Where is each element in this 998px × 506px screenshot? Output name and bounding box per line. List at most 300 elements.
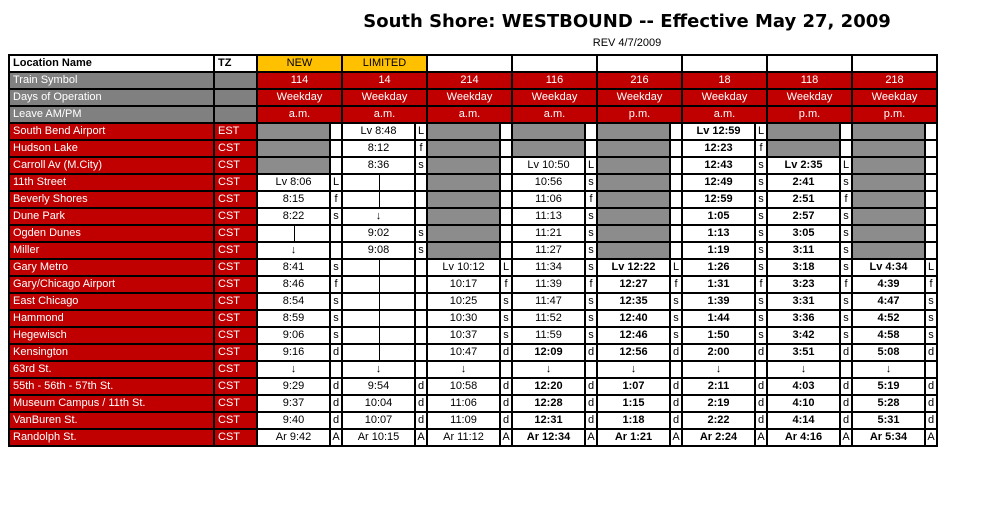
time-cell: 1:19 <box>682 242 755 259</box>
flag-cell <box>755 361 767 378</box>
station-row <box>9 208 937 225</box>
time-cell: 11:47 <box>512 293 585 310</box>
time-cell: 1:13 <box>682 225 755 242</box>
no-service-cell <box>257 140 330 157</box>
time-cell: 3:36 <box>767 310 840 327</box>
flag-cell: s <box>755 293 767 310</box>
flag-cell <box>415 327 427 344</box>
flag-cell: d <box>670 412 682 429</box>
flag-cell: d <box>840 378 852 395</box>
time-cell: 11:09 <box>427 412 500 429</box>
time-cell: 4:52 <box>852 310 925 327</box>
down-arrow-icon: ↓ <box>852 361 925 378</box>
flag-cell: s <box>755 310 767 327</box>
leave-am-pm-label: Leave AM/PM <box>9 106 214 123</box>
time-cell: 11:06 <box>512 191 585 208</box>
train-tag <box>682 55 767 72</box>
pass-through-line <box>257 225 330 242</box>
tz-header: TZ <box>214 55 257 72</box>
time-cell: 9:40 <box>257 412 330 429</box>
time-cell: 3:42 <box>767 327 840 344</box>
time-cell: 9:54 <box>342 378 415 395</box>
flag-cell <box>415 191 427 208</box>
time-cell: 12:35 <box>597 293 670 310</box>
flag-cell <box>925 174 937 191</box>
leave-am-pm-value: a.m. <box>427 106 512 123</box>
flag-cell <box>500 361 512 378</box>
time-cell: 2:19 <box>682 395 755 412</box>
flag-cell <box>670 225 682 242</box>
flag-cell <box>585 140 597 157</box>
flag-cell: s <box>840 310 852 327</box>
flag-cell: s <box>330 293 342 310</box>
flag-cell <box>500 225 512 242</box>
time-cell: 1:15 <box>597 395 670 412</box>
days-of-operation-value: Weekday <box>257 89 342 106</box>
flag-cell <box>925 361 937 378</box>
flag-cell: d <box>925 344 937 361</box>
no-service-cell <box>512 123 585 140</box>
no-service-cell <box>597 157 670 174</box>
time-cell: 10:07 <box>342 412 415 429</box>
tz-blank <box>214 72 257 89</box>
flag-cell <box>415 293 427 310</box>
flag-cell <box>415 208 427 225</box>
time-cell: 5:19 <box>852 378 925 395</box>
no-service-cell <box>597 242 670 259</box>
station-row <box>9 225 937 242</box>
train-symbol-value: 14 <box>342 72 427 89</box>
station-row <box>9 412 937 429</box>
flag-cell <box>925 208 937 225</box>
flag-cell: d <box>500 395 512 412</box>
days-of-operation-value: Weekday <box>597 89 682 106</box>
flag-cell: f <box>670 276 682 293</box>
train-symbol-label: Train Symbol <box>9 72 214 89</box>
station-name: Hudson Lake <box>9 140 214 157</box>
flag-cell <box>670 242 682 259</box>
flag-cell: d <box>755 395 767 412</box>
no-service-cell <box>597 174 670 191</box>
flag-cell: L <box>755 123 767 140</box>
time-cell: 8:15 <box>257 191 330 208</box>
flag-cell <box>925 157 937 174</box>
flag-cell: f <box>585 276 597 293</box>
down-arrow-icon: ↓ <box>257 361 330 378</box>
station-tz: CST <box>214 378 257 395</box>
flag-cell <box>415 344 427 361</box>
down-arrow-icon: ↓ <box>342 361 415 378</box>
station-name: Museum Campus / 11th St. <box>9 395 214 412</box>
time-cell: 8:54 <box>257 293 330 310</box>
no-service-cell <box>257 157 330 174</box>
station-row <box>9 429 937 446</box>
leave-am-pm-value: a.m. <box>512 106 597 123</box>
station-tz: EST <box>214 123 257 140</box>
time-cell: 3:51 <box>767 344 840 361</box>
time-cell: 9:16 <box>257 344 330 361</box>
flag-cell: f <box>330 276 342 293</box>
flag-cell <box>500 208 512 225</box>
train-symbol-value: 116 <box>512 72 597 89</box>
flag-cell <box>670 361 682 378</box>
flag-cell: s <box>500 293 512 310</box>
station-name: Randolph St. <box>9 429 214 446</box>
time-cell: 1:44 <box>682 310 755 327</box>
flag-cell: s <box>330 259 342 276</box>
time-cell: 9:02 <box>342 225 415 242</box>
station-name: Carroll Av (M.City) <box>9 157 214 174</box>
flag-cell: L <box>840 157 852 174</box>
no-service-cell <box>852 174 925 191</box>
revision-date: REV 4/7/2009 <box>592 37 662 49</box>
flag-cell: A <box>755 429 767 446</box>
flag-cell <box>415 310 427 327</box>
flag-cell: s <box>415 157 427 174</box>
station-tz: CST <box>214 344 257 361</box>
flag-cell: d <box>330 395 342 412</box>
time-cell: 11:21 <box>512 225 585 242</box>
station-row <box>9 310 937 327</box>
time-cell: 1:07 <box>597 378 670 395</box>
time-cell: 1:31 <box>682 276 755 293</box>
flag-cell <box>670 123 682 140</box>
flag-cell <box>415 276 427 293</box>
no-service-cell <box>852 140 925 157</box>
station-tz: CST <box>214 395 257 412</box>
down-arrow-icon: ↓ <box>767 361 840 378</box>
flag-cell: s <box>755 208 767 225</box>
station-row <box>9 327 937 344</box>
time-cell: 12:43 <box>682 157 755 174</box>
down-arrow-icon: ↓ <box>682 361 755 378</box>
pass-through-line <box>342 293 415 310</box>
flag-cell: s <box>415 242 427 259</box>
train-tag: LIMITED <box>342 55 427 72</box>
time-cell: 8:59 <box>257 310 330 327</box>
tz-blank <box>214 106 257 123</box>
time-cell: 12:27 <box>597 276 670 293</box>
flag-cell: s <box>840 259 852 276</box>
train-tag <box>852 55 937 72</box>
flag-cell: s <box>585 225 597 242</box>
no-service-cell <box>852 157 925 174</box>
station-row <box>9 361 937 378</box>
time-cell: 2:41 <box>767 174 840 191</box>
time-cell: 1:39 <box>682 293 755 310</box>
station-row <box>9 259 937 276</box>
header-row-train-symbol <box>9 72 937 89</box>
time-cell: 10:56 <box>512 174 585 191</box>
station-name: Gary/Chicago Airport <box>9 276 214 293</box>
time-cell: 8:46 <box>257 276 330 293</box>
days-of-operation-value: Weekday <box>682 89 767 106</box>
station-tz: CST <box>214 412 257 429</box>
station-tz: CST <box>214 174 257 191</box>
train-tag <box>597 55 682 72</box>
leave-am-pm-value: p.m. <box>767 106 852 123</box>
train-tag <box>767 55 852 72</box>
station-name: South Bend Airport <box>9 123 214 140</box>
station-name: Hammond <box>9 310 214 327</box>
train-symbol-value: 214 <box>427 72 512 89</box>
flag-cell <box>415 361 427 378</box>
station-row <box>9 123 937 140</box>
flag-cell: s <box>840 242 852 259</box>
no-service-cell <box>427 225 500 242</box>
flag-cell <box>415 174 427 191</box>
time-cell: 11:27 <box>512 242 585 259</box>
flag-cell: s <box>840 208 852 225</box>
flag-cell <box>500 123 512 140</box>
flag-cell <box>330 242 342 259</box>
flag-cell: s <box>330 327 342 344</box>
flag-cell: d <box>925 378 937 395</box>
down-arrow-icon: ↓ <box>257 242 330 259</box>
flag-cell <box>500 157 512 174</box>
flag-cell: s <box>585 293 597 310</box>
time-cell: 12:40 <box>597 310 670 327</box>
flag-cell <box>500 242 512 259</box>
flag-cell: s <box>755 174 767 191</box>
flag-cell <box>925 242 937 259</box>
station-row <box>9 191 937 208</box>
flag-cell: s <box>585 327 597 344</box>
no-service-cell <box>597 140 670 157</box>
no-service-cell <box>597 123 670 140</box>
flag-cell: f <box>755 276 767 293</box>
time-cell: Ar 11:12 <box>427 429 500 446</box>
time-cell: 12:59 <box>682 191 755 208</box>
days-of-operation-value: Weekday <box>852 89 937 106</box>
flag-cell: d <box>330 412 342 429</box>
time-cell: Ar 1:21 <box>597 429 670 446</box>
flag-cell: s <box>840 174 852 191</box>
flag-cell: A <box>585 429 597 446</box>
days-of-operation-label: Days of Operation <box>9 89 214 106</box>
time-cell: 1:05 <box>682 208 755 225</box>
flag-cell: s <box>585 259 597 276</box>
flag-cell: A <box>415 429 427 446</box>
flag-cell <box>925 191 937 208</box>
train-tag <box>427 55 512 72</box>
down-arrow-icon: ↓ <box>427 361 500 378</box>
no-service-cell <box>427 242 500 259</box>
train-tag: NEW <box>257 55 342 72</box>
tz-blank <box>214 89 257 106</box>
time-cell: 4:10 <box>767 395 840 412</box>
pass-through-line <box>342 310 415 327</box>
leave-am-pm-value: p.m. <box>852 106 937 123</box>
time-cell: 2:00 <box>682 344 755 361</box>
leave-am-pm-value: p.m. <box>597 106 682 123</box>
time-cell: 12:56 <box>597 344 670 361</box>
time-cell: 1:50 <box>682 327 755 344</box>
time-cell: Lv 8:06 <box>257 174 330 191</box>
flag-cell: s <box>670 327 682 344</box>
time-cell: Lv 12:22 <box>597 259 670 276</box>
time-cell: 11:52 <box>512 310 585 327</box>
leave-am-pm-value: a.m. <box>257 106 342 123</box>
flag-cell <box>585 123 597 140</box>
station-tz: CST <box>214 208 257 225</box>
station-tz: CST <box>214 276 257 293</box>
station-name: Hegewisch <box>9 327 214 344</box>
station-row <box>9 293 937 310</box>
station-tz: CST <box>214 191 257 208</box>
time-cell: 12:28 <box>512 395 585 412</box>
page-title: South Shore: WESTBOUND -- Effective May 27, 2009 <box>363 11 891 32</box>
station-row <box>9 242 937 259</box>
time-cell: 12:23 <box>682 140 755 157</box>
station-tz: CST <box>214 327 257 344</box>
flag-cell: s <box>840 327 852 344</box>
time-cell: 12:09 <box>512 344 585 361</box>
flag-cell: s <box>840 225 852 242</box>
flag-cell: s <box>755 259 767 276</box>
time-cell: 11:34 <box>512 259 585 276</box>
time-cell: 4:47 <box>852 293 925 310</box>
station-tz: CST <box>214 157 257 174</box>
time-cell: 2:22 <box>682 412 755 429</box>
flag-cell: s <box>755 157 767 174</box>
flag-cell <box>670 191 682 208</box>
no-service-cell <box>427 123 500 140</box>
flag-cell: A <box>670 429 682 446</box>
flag-cell <box>840 123 852 140</box>
flag-cell: d <box>415 412 427 429</box>
station-tz: CST <box>214 361 257 378</box>
station-row <box>9 276 937 293</box>
station-row <box>9 174 937 191</box>
station-name: East Chicago <box>9 293 214 310</box>
flag-cell <box>670 157 682 174</box>
station-name: Ogden Dunes <box>9 225 214 242</box>
flag-cell: s <box>840 293 852 310</box>
time-cell: 3:31 <box>767 293 840 310</box>
no-service-cell <box>512 140 585 157</box>
station-row <box>9 395 937 412</box>
station-name: Dune Park <box>9 208 214 225</box>
no-service-cell <box>597 208 670 225</box>
location-name-header: Location Name <box>9 55 214 72</box>
no-service-cell <box>767 140 840 157</box>
no-service-cell <box>597 191 670 208</box>
time-cell: 1:18 <box>597 412 670 429</box>
time-cell: 9:29 <box>257 378 330 395</box>
flag-cell: f <box>925 276 937 293</box>
no-service-cell <box>427 157 500 174</box>
flag-cell: f <box>500 276 512 293</box>
flag-cell <box>415 259 427 276</box>
flag-cell <box>585 361 597 378</box>
header-row-days-of-operation <box>9 89 937 106</box>
no-service-cell <box>852 123 925 140</box>
days-of-operation-value: Weekday <box>427 89 512 106</box>
flag-cell: f <box>415 140 427 157</box>
station-name: 55th - 56th - 57th St. <box>9 378 214 395</box>
time-cell: Lv 12:59 <box>682 123 755 140</box>
time-cell: 10:58 <box>427 378 500 395</box>
flag-cell: s <box>925 310 937 327</box>
station-name: 63rd St. <box>9 361 214 378</box>
flag-cell: L <box>925 259 937 276</box>
flag-cell: d <box>500 378 512 395</box>
station-tz: CST <box>214 140 257 157</box>
pass-through-line <box>342 276 415 293</box>
no-service-cell <box>427 174 500 191</box>
header-row-leave-am-pm <box>9 106 937 123</box>
time-cell: 8:41 <box>257 259 330 276</box>
station-name: Miller <box>9 242 214 259</box>
flag-cell: d <box>755 378 767 395</box>
station-tz: CST <box>214 310 257 327</box>
flag-cell <box>330 123 342 140</box>
station-tz: CST <box>214 242 257 259</box>
no-service-cell <box>852 208 925 225</box>
leave-am-pm-value: a.m. <box>342 106 427 123</box>
flag-cell: s <box>585 242 597 259</box>
flag-cell: d <box>330 344 342 361</box>
pass-through-line <box>342 191 415 208</box>
flag-cell: f <box>755 140 767 157</box>
time-cell: 11:13 <box>512 208 585 225</box>
flag-cell: d <box>670 344 682 361</box>
time-cell: 1:26 <box>682 259 755 276</box>
flag-cell <box>840 361 852 378</box>
flag-cell <box>330 225 342 242</box>
flag-cell: s <box>585 310 597 327</box>
flag-cell: s <box>500 310 512 327</box>
flag-cell <box>330 157 342 174</box>
time-cell: Ar 12:34 <box>512 429 585 446</box>
days-of-operation-value: Weekday <box>512 89 597 106</box>
no-service-cell <box>257 123 330 140</box>
train-symbol-value: 18 <box>682 72 767 89</box>
flag-cell: d <box>585 378 597 395</box>
flag-cell: A <box>500 429 512 446</box>
time-cell: 8:12 <box>342 140 415 157</box>
header-row-location <box>9 55 937 72</box>
no-service-cell <box>597 225 670 242</box>
flag-cell <box>925 140 937 157</box>
flag-cell: s <box>585 174 597 191</box>
flag-cell <box>500 140 512 157</box>
flag-cell: d <box>925 395 937 412</box>
flag-cell: d <box>840 344 852 361</box>
flag-cell: d <box>670 395 682 412</box>
train-symbol-value: 118 <box>767 72 852 89</box>
flag-cell: d <box>330 378 342 395</box>
time-cell: 8:22 <box>257 208 330 225</box>
flag-cell: d <box>840 412 852 429</box>
time-cell: 10:47 <box>427 344 500 361</box>
flag-cell <box>925 123 937 140</box>
time-cell: 3:23 <box>767 276 840 293</box>
time-cell: 2:11 <box>682 378 755 395</box>
time-cell: 5:28 <box>852 395 925 412</box>
flag-cell <box>330 140 342 157</box>
time-cell: 10:17 <box>427 276 500 293</box>
time-cell: Ar 5:34 <box>852 429 925 446</box>
time-cell: 3:11 <box>767 242 840 259</box>
flag-cell: f <box>840 276 852 293</box>
flag-cell: s <box>670 293 682 310</box>
no-service-cell <box>427 140 500 157</box>
time-cell: 12:20 <box>512 378 585 395</box>
station-tz: CST <box>214 225 257 242</box>
time-cell: 5:08 <box>852 344 925 361</box>
